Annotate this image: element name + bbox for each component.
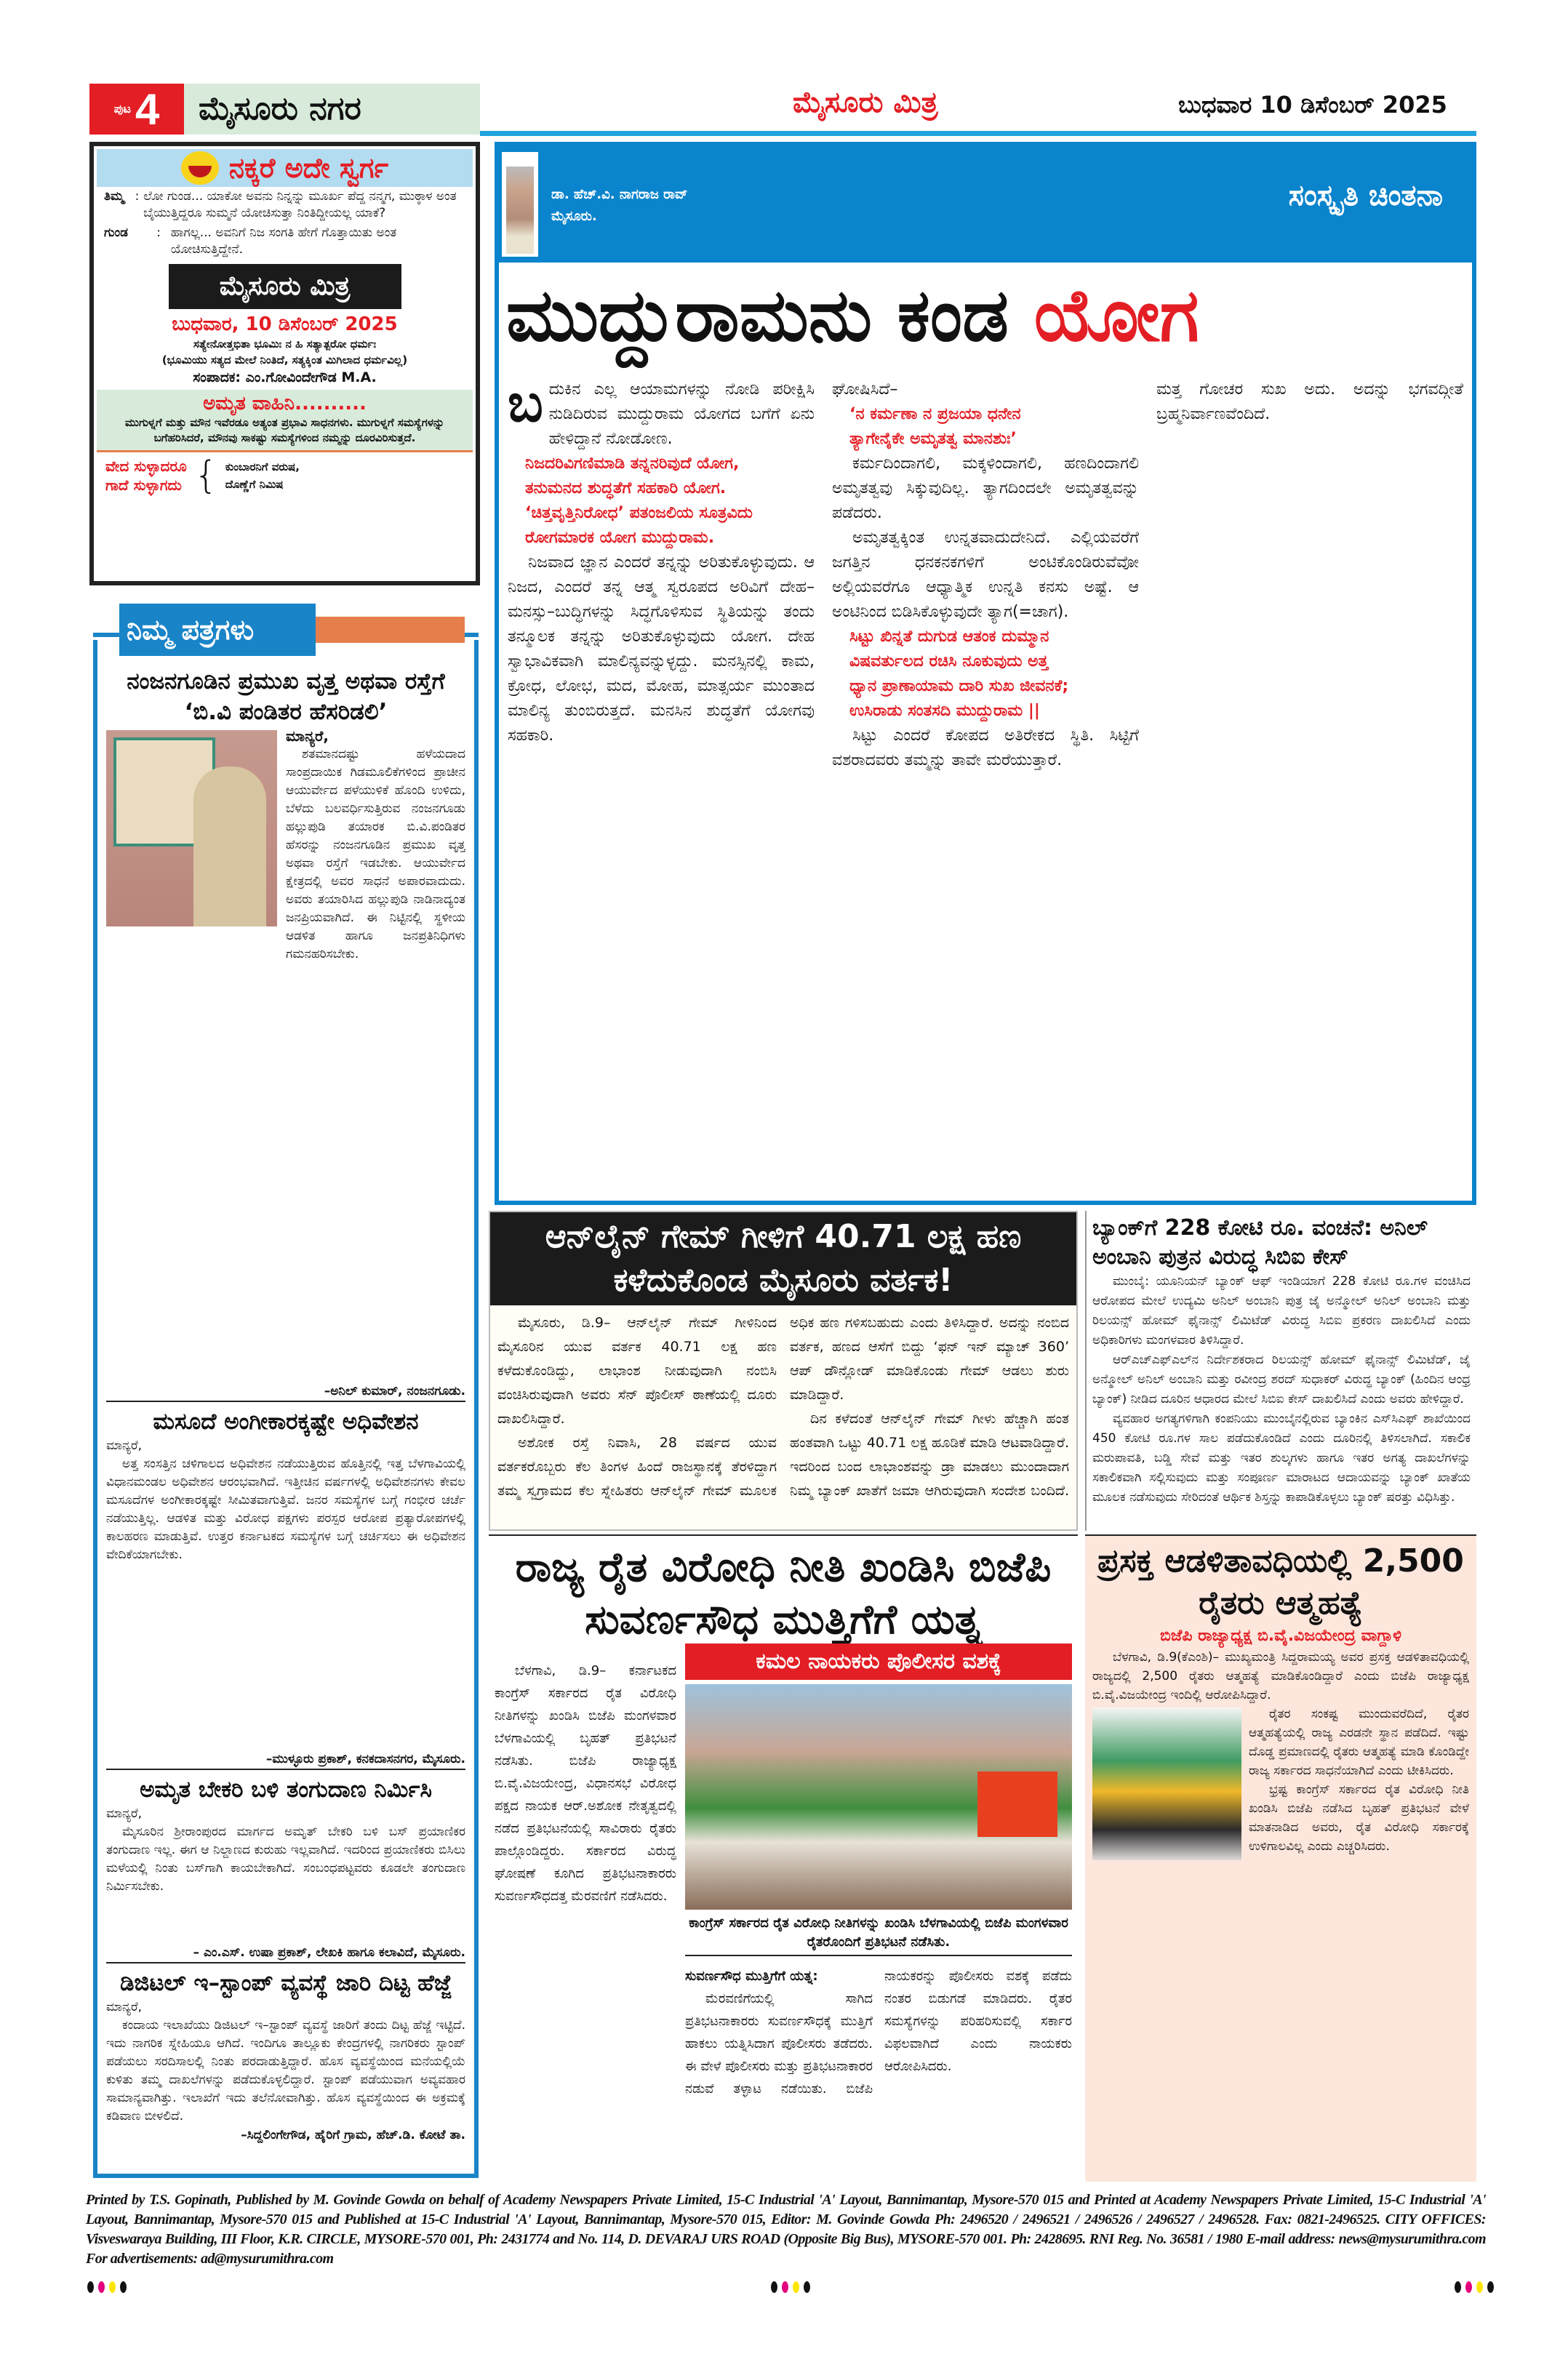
paragraph: ಘೋಷಿಸಿದೆ– [832, 380, 898, 399]
speaker: ಗುಂಡ [104, 225, 128, 240]
proverb-right: ದೊಣ್ಣೆಗೆ ನಿಮಿಷ [225, 478, 284, 491]
protest-banner: ಕಮಲ ನಾಯಕರು ಪೊಲೀಸರ ವಶಕ್ಕೆ [685, 1644, 1072, 1680]
paragraph: ಕರ್ಮದಿಂದಾಗಲಿ, ಮಕ್ಕಳಿಂದಾಗಲಿ, ಹಣದಿಂದಾಗಲಿ ಅಮೃತತ್ವವು ಸಿಕ್ಕುವುದಿಲ್ಲ. ತ್ಯಾಗದಿಂದಲೇ ಅಮೃತತ್ವವನ್ನು ಪಡೆದರು. [832, 455, 1139, 522]
letter-title: ನಂಜನಗೂಡಿನ ಪ್ರಮುಖ ವೃತ್ತ ಅಥವಾ ರಸ್ತೆಗೆ ‘ಬಿ.ವಿ ಪಂಡಿತರ ಹೆಸರಿಡಲಿ’ [127, 668, 445, 725]
quote-text: ಮುಗುಳ್ನಗೆ ಮತ್ತು ಮೌನ ಇವೆರಡೂ ಅತ್ಯಂತ ಪ್ರಭಾವಿ ಸಾಧನಗಳು. ಮುಗುಳ್ನಗೆ ಸಮಸ್ಯೆಗಳನ್ನು ಬಗೆಹರಿಸಿದರೆ, ಮೌನವು ಸಾಕಷ್ಟು ಸಮಸ್ಯೆಗಳಿಂದ ನಮ್ಮನ್ನು ದೂರವಿರಿಸುತ್ತದೆ. [124, 416, 445, 444]
brand-logo: ಮೈಸೂರು ಮಿತ್ರ [793, 86, 938, 119]
paragraph: ಮತ್ತ ಗೋಚರ ಸುಖ ಅದು. ಅದನ್ನು ಭಗವದ್ಗೀತೆ ಬ್ರಹ್ಮನಿರ್ವಾಣವೆಂದಿದೆ. [1156, 380, 1463, 423]
author-photo [502, 152, 538, 257]
header-divider [480, 131, 1476, 136]
protest-article [489, 1534, 1078, 2182]
letter-body: ಮೈಸೂರಿನ ಶ್ರೀರಾಂಪುರದ ಮಾರ್ಗದ ಅಮೃತ್ ಬೇಕರಿ ಬಳಿ ಬಸ್ ಪ್ರಯಾಣಿಕರ ತಂಗುದಾಣ ಇಲ್ಲ. ಈಗ ಆ ನಿಲ್ದಾಣದ ಕುರುಹು ಇಲ್ಲವಾಗಿದೆ. ಇದರಿಂದ ಪ್ರಯಾಣಿಕರು ಬಿಸಿಲು ಮಳೆಯಲ್ಲಿ ನಿಂತು ಬಸ್‌ಗಾಗಿ ಕಾಯಬೇಕಾಗಿದೆ. ಸಂಬಂಧಪಟ್ಟವರು ಕೂಡಲೇ ತಂಗುದಾಣ ನಿರ್ಮಿಸಬೇಕು. [106, 1825, 465, 1894]
farmer-suicide-article [1085, 1534, 1476, 2182]
letter-body: ಕಂದಾಯ ಇಲಾಖೆಯು ಡಿಜಿಟಲ್ ಇ–ಸ್ಟಾಂಪ್ ವ್ಯವಸ್ಥೆ ಜಾರಿಗೆ ತಂದು ದಿಟ್ಟ ಹೆಜ್ಜೆ ಇಟ್ಟಿದೆ. ಇದು ನಾಗರಿಕ ಸ್ನೇಹಿಯೂ ಆಗಿದೆ. ಇಂದಿಗೂ ತಾಲ್ಲೂಕು ಕೇಂದ್ರಗಳಲ್ಲಿ ನಾಗರಿಕರು ಸ್ಟಾಂಪ್ ಪಡೆಯಲು ಸರದಿಸಾಲಲ್ಲಿ ನಿಂತು ಪರದಾಡುತ್ತಿದ್ದಾರೆ. ಹೊಸ ವ್ಯವಸ್ಥೆಯಿಂದ ಮನೆಯಲ್ಲಿಯೆ ಕುಳಿತು ತಮ್ಮ ದಾಖಲೆಗಳನ್ನು ಪಡೆದುಕೊಳ್ಳಲಿದ್ದಾರೆ. ಸ್ಟಾಂಪ್ ಪಡೆಯುವಾಗ ಅವ್ಯವಹಾರ ಸಾಮಾನ್ಯವಾಗಿತ್ತು. ಇಲಾಖೆಗೆ ಇದು ತಲೆನೋವಾಗಿತ್ತು. ಹೊಸ ವ್ಯವಸ್ಥೆಯಿಂದ ಈ ಅಕ್ರಮಕ್ಕೆ ಕಡಿವಾಣ ಬೀಳಲಿದೆ. [106, 2018, 465, 2123]
paragraph: ರೈತರ ಸಂಕಷ್ಟ ಮುಂದುವರೆದಿದೆ, ರೈತರ ಆತ್ಮಹತ್ಯೆಯಲ್ಲಿ ರಾಜ್ಯ ಎರಡನೇ ಸ್ಥಾನ ಪಡೆದಿದೆ. ಇಷ್ಟು ದೊಡ್ಡ ಪ್ರಮಾಣದಲ್ಲಿ ರೈತರು ಆತ್ಮಹತ್ಯೆ ಮಾಡಿ ಕೊಂಡಿದ್ದೇ ರಾಜ್ಯ ಸರ್ಕಾರದ ಸಾಧನೆಯಾಗಿದೆ ಎಂದು ಟೀಕಿಸಿದರು. [1249, 1707, 1469, 1778]
letter-signature: – ಎಂ.ಎಸ್. ಉಷಾ ಪ್ರಕಾಶ್, ಲೇಖಕಿ ಹಾಗೂ ಕಲಾವಿದೆ, ಮೈಸೂರು. [106, 1943, 465, 1963]
section-title: ಮೈಸೂರು ನಗರ [184, 84, 480, 135]
letter-photo [106, 730, 277, 926]
page-label: ಪುಟ [113, 102, 132, 116]
letters-tag-accent [316, 617, 465, 643]
letter-title: ಅಮೃತ ಬೇಕರಿ ಬಳಿ ತಂಗುದಾಣ ನಿರ್ಮಿಸಿ [140, 1777, 432, 1803]
protest-photo [685, 1684, 1072, 1910]
feature-article [495, 142, 1476, 1205]
suicide-headline: ಪ್ರಸಕ್ತ ಆಡಳಿತಾವಧಿಯಲ್ಲಿ 2,500 ರೈತರು ಆತ್ಮಹತ್ಯೆ [1097, 1542, 1464, 1622]
paragraph: ಮುಂಬೈ: ಯೂನಿಯನ್ ಬ್ಯಾಂಕ್ ಆಫ್ ಇಂಡಿಯಾಗೆ 228 ಕೋಟಿ ರೂ.ಗಳ ವಂಚಿಸಿದ ಆರೋಪದ ಮೇಲೆ ಉದ್ಯಮಿ ಅನಿಲ್ ಅಂಬಾನಿ ಪುತ್ರ ಜೈ ಅನ್ಮೋಲ್ ಅನಿಲ್ ಅಂಬಾನಿ ಮತ್ತು ರಿಲಯನ್ಸ್ ಹೋಮ್ ಫೈನಾನ್ಸ್ ಲಿಮಿಟೆಡ್ ವಿರುದ್ಧ ಸಿಬಿಐ ಪ್ರಕರಣ ದಾಖಲಿಸಿದೆ ಎಂದು ಅಧಿಕಾರಿಗಳು ಮಂಗಳವಾರ ತಿಳಿಸಿದ್ದಾರೆ. [1092, 1274, 1471, 1348]
column-name: ಸಂಸ್ಕೃತಿ ಚಿಂತನಾ [1288, 179, 1443, 212]
motto-meaning: (ಭೂಮಿಯು ಸತ್ಯದ ಮೇಲೆ ನಿಂತಿದೆ, ಸತ್ಯಕ್ಕಿಂತ ಮಿಗಿಲಾದ ಧರ್ಮವಿಲ್ಲ) [161, 353, 408, 367]
feature-headline [499, 263, 1472, 372]
paragraph: ಅಮೃತತ್ವಕ್ಕಿಂತ ಉನ್ನತವಾದುದೇನಿದೆ. ಎಲ್ಲಿಯವರೆಗೆ ಜಗತ್ತಿನ ಧನಕನಕಗಳಿಗೆ ಅಂಟಿಕೊಂಡಿರುವೆವೋ ಅಲ್ಲಿಯವರೆಗೂ ಆಧ್ಯಾತ್ಮಿಕ ಉನ್ನತಿ ಕನಸು ಅಷ್ಟೆ. ಆ ಅಂಟಿನಿಂದ ಬಿಡಿಸಿಕೊಳ್ಳುವುದೇ ತ್ಯಾಗ(=ಚಾಗ). [832, 529, 1139, 621]
masthead-logo: ಮೈಸೂರು ಮಿತ್ರ [169, 264, 401, 309]
letter-signature: –ಮುಳ್ಳೂರು ಪ್ರಕಾಶ್, ಕನಕದಾಸನಗರ, ಮೈಸೂರು. [106, 1750, 465, 1770]
paragraph: ಮೈಸೂರು, ಡಿ.9– ಆನ್‌ಲೈನ್ ಗೇಮ್ ಗೀಳಿನಿಂದ ಮೈಸೂರಿನ ಯುವ ವರ್ತಕ 40.71 ಲಕ್ಷ ಹಣ ಕಳೆದುಕೊಂಡಿದ್ದು, ಲಾಭಾಂಶ ನೀಡುವುದಾಗಿ ನಂಬಿಸಿ ವಂಚಿಸಿರುವುದಾಗಿ ಅವರು ಸೆನ್ ಪೊಲೀಸ್ ಠಾಣೆಯಲ್ಲಿ ದೂರು ದಾಖಲಿಸಿದ್ದಾರೆ. [497, 1315, 777, 1427]
dialogue-line: ಗುಂಡ : ಹಾಗಲ್ಲ... ಅವನಿಗೆ ನಿಜ ಸಂಗತಿ ಹೇಗೆ ಗೊತ್ತಾಯಿತು ಅಂತ ಯೋಚಿಸುತ್ತಿದ್ದೇನೆ. [97, 223, 473, 260]
author-place: ಮೈಸೂರು. [551, 209, 597, 224]
proverb-left: ವೇದ ಸುಳ್ಳಾದರೂ [105, 457, 187, 475]
game-body [490, 1305, 1076, 1529]
proverb-right: ಕುಂಬಾರನಿಗೆ ವರುಷ, [225, 460, 300, 473]
speech: ಲೋ ಗುಂಡ... ಯಾಕೋ ಅವನು ನಿನ್ನನ್ನು ಮೂರ್ಖ ಪೆದ್ದ ನನ್ಮಗ, ಮುಠ್ಠಾಳ ಅಂತ ಬೈಯುತ್ತಿದ್ದರೂ ಸುಮ್ಮನೆ ಯೋಚಿಸುತ್ತಾ ನಿಂತಿದ್ದೀಯಲ್ಲ ಯಾಕೆ? [143, 189, 457, 220]
joke-title: ನಕ್ಕರೆ ಅದೇ ಸ್ವರ್ಗ [228, 151, 389, 184]
paragraph: ದಿನ ಕಳೆದಂತೆ ಆನ್‌ಲೈನ್ ಗೇಮ್ ಗೀಳು ಹೆಚ್ಚಾಗಿ ಹಂತ ಹಂತವಾಗಿ ಒಟ್ಟು 40.71 ಲಕ್ಷ ಹೂಡಿಕೆ ಮಾಡಿ ಆಟವಾಡಿದ್ದಾರೆ. ಇದರಿಂದ ಬಂದ ಲಾಭಾಂಶವನ್ನು ಡ್ರಾ ಮಾಡಲು ಮುಂದಾದಾಗ ನಿಮ್ಮ ಬ್ಯಾಂಕ್ ಖಾತೆಗೆ ಜಮಾ ಆಗಿರುವುದಾಗಿ ಸಂದೇಶ ಬಂದಿದೆ. [790, 1411, 1069, 1499]
paragraph: ವ್ಯವಹಾರ ಅಗತ್ಯಗಳಿಗಾಗಿ ಕಂಪನಿಯು ಮುಂಬೈನಲ್ಲಿರುವ ಬ್ಯಾಂಕಿನ ಎಸ್‌ಸಿಎಫ್ ಶಾಖೆಯಿಂದ 450 ಕೋಟಿ ರೂ.ಗಳ ಸಾಲ ಪಡೆದುಕೊಂಡಿದೆ ಎಂದು ದೂರಿನಲ್ಲಿ ತಿಳಿಸಲಾಗಿದೆ. ಸಕಾಲಿಕ ಮರುಪಾವತಿ, ಬಡ್ಡಿ ಸೇವೆ ಮತ್ತು ಇತರ ಶುಲ್ಕಗಳು ಹಾಗೂ ಇತರ ಅಗತ್ಯ ದಾಖಲೆಗಳನ್ನು ಸಕಾಲಿಕವಾಗಿ ಸಲ್ಲಿಸುವುದು ಮತ್ತು ಸಂಪೂರ್ಣ ಮಾರಾಟದ ಆದಾಯವನ್ನು ಬ್ಯಾಂಕ್ ಖಾತೆಯ ಮೂಲಕ ನಡೆಸುವುದು ಸೇರಿದಂತೆ ಆರ್ಥಿಕ ಶಿಸ್ತನ್ನು ಕಾಪಾಡಿಕೊಳ್ಳಲು ಬ್ಯಾಂಕ್ ಷರತ್ತು ವಿಧಿಸಿತ್ತು. [1092, 1412, 1471, 1505]
bank-body [1092, 1272, 1471, 1508]
paragraph: ಅಶೋಕ ರಸ್ತೆ ನಿವಾಸಿ, 28 ವರ್ಷದ ಯುವ ವರ್ತಕರೊಬ್ಬರು ಕೆಲ ತಿಂಗಳ ಹಿಂದೆ ರಾಜಸ್ಥಾನಕ್ಕೆ ತೆರಳಿದ್ದಾಗ ತಮ್ಮ ಸ್ವಗ್ರಾಮದ ಕೆಲ ಸ್ನೇಹಿತರು ಆನ್‌ಲೈನ್ ಗೇಮ್ ಮೂಲಕ ಅಧಿಕ ಹಣ ಗಳಿಸಬಹುದು ಎಂದು ತಿಳಿಸಿದ್ದಾರೆ. ಅದನ್ನು ನಂಬಿದ ವರ್ತಕ, ಹಣದ ಆಸೆಗೆ ಬಿದ್ದು ‘ಫನ್ ಇನ್ ಮ್ಯಾಚ್ 360’ ಆಪ್ ಡೌನ್ಲೋಡ್ ಮಾಡಿಕೊಂಡು ಗೇಮ್ ಆಡಲು ಶುರು ಮಾಡಿದ್ದಾರೆ. [497, 1315, 1069, 1499]
editor-line: ಸಂಪಾದಕ: ಎಂ.ಗೋವಿಂದೇಗೌಡ M.A. [193, 369, 377, 385]
paragraph: ದುಕಿನ ಎಲ್ಲ ಆಯಾಮಗಳನ್ನು ನೋಡಿ ಪರೀಕ್ಷಿಸಿ ನುಡಿದಿರುವ ಮುದ್ದುರಾಮ ಯೋಗದ ಬಗೆಗೆ ಏನು ಹೇಳಿದ್ದಾನೆ ನೋಡೋಣ. [548, 380, 815, 448]
salutation: ಮಾನ್ಯರೆ, [286, 727, 329, 745]
speaker: ತಿಮ್ಮ [104, 189, 124, 204]
letter-signature: –ಸಿದ್ದಲಿಂಗೇಗೌಡ, ಹೈರಿಗೆ ಗ್ರಾಮ, ಹೆಚ್.ಡಿ. ಕೋಟೆ ತಾ. [241, 2128, 465, 2142]
paragraph: ಆರ್‌ಎಚ್‌ಎಫ್‌ಎಲ್‌ನ ನಿರ್ದೇಶಕರಾದ ರಿಲಯನ್ಸ್ ಹೋಮ್ ಫೈನಾನ್ಸ್ ಲಿಮಿಟೆಡ್, ಜೈ ಅನ್ಮೋಲ್ ಅನಿಲ್ ಅಂಬಾನಿ ಮತ್ತು ರವೀಂದ್ರ ಶರದ್ ಸುಧಾಕರ್ ವಿರುದ್ಧ ಬ್ಯಾಂಕ್ (ಹಿಂದಿನ ಆಂಧ್ರ ಬ್ಯಾಂಕ್) ನೀಡಿದ ದೂರಿನ ಆಧಾರದ ಮೇಲೆ ಸಿಬಿಐ ಕೇಸ್ ದಾಖಲಿಸಿದೆ ಎಂದು ಅವರು ಹೇಳಿದ್ದಾರೆ. [1092, 1353, 1471, 1406]
letter-title: ಡಿಜಿಟಲ್ ಇ–ಸ್ಟಾಂಪ್ ವ್ಯವಸ್ಥೆ ಜಾರಿ ದಿಟ್ಟ ಹೆಜ್ಜೆ [119, 1970, 452, 1996]
protest-body [495, 1660, 676, 2176]
letters-section [93, 640, 479, 2178]
joke-banner [97, 149, 473, 187]
subheading: ಸುವರ್ಣಸೌಧ ಮುತ್ತಿಗೆಗೆ ಯತ್ನ: [685, 1969, 818, 1984]
motto: ಸತ್ಯೇನೋತ್ತಭಿತಾ ಭೂಮಿಃ ನ ಹಿ ಸತ್ಯಾತ್ಪರೋ ಧರ್ಮಃ [193, 337, 377, 351]
letters-tag: ನಿಮ್ಮ ಪತ್ರಗಳು [119, 604, 316, 656]
proverb-left: ಗಾದೆ ಸುಳ್ಳಾಗದು [105, 476, 182, 494]
paragraph: ಬೆಳಗಾವಿ, ಡಿ.9(ಕೆಎಂಶಿ)– ಮುಖ್ಯಮಂತ್ರಿ ಸಿದ್ದರಾಮಯ್ಯ ಅವರ ಪ್ರಸಕ್ತ ಆಡಳಿತಾವಧಿಯಲ್ಲಿ ರಾಜ್ಯದಲ್ಲಿ 2,500 ರೈತರು ಆತ್ಮಹತ್ಯೆ ಮಾಡಿಕೊಂಡಿದ್ದಾರೆ ಎಂದು ಬಿಜೆಪಿ ರಾಜ್ಯಾಧ್ಯಕ್ಷ ಬಿ.ವೈ.ವಿಜಯೇಂದ್ರ ಇಂದಿಲ್ಲಿ ಆರೋಪಿಸಿದ್ದಾರೆ. [1092, 1650, 1469, 1702]
page-number: 4 [135, 84, 160, 134]
letter [106, 1774, 465, 1963]
photo-caption: ಕಾಂಗ್ರೆಸ್ ಸರ್ಕಾರದ ರೈತ ವಿರೋಧಿ ನೀತಿಗಳನ್ನು ಖಂಡಿಸಿ ಬೆಳಗಾವಿಯಲ್ಲಿ ಬಿಜೆಪಿ ಮಂಗಳವಾರ ರೈತರೊಂದಿಗೆ ಪ್ರತಿಭಟನೆ ನಡೆಸಿತು. [685, 1914, 1072, 1956]
headline-red: ಯೋಗ [1033, 273, 1199, 358]
feature-header [499, 146, 1472, 263]
headline-black: ಮುದ್ದುರಾಮನು ಕಂಡ [506, 273, 1009, 358]
game-article [489, 1211, 1078, 1531]
bank-article [1085, 1211, 1476, 1531]
masthead-box [89, 142, 480, 585]
masthead-date: ಬುಧವಾರ, 10 ಡಿಸೆಂಬರ್ 2025 [172, 313, 398, 335]
issue-date: ಬುಧವಾರ 10 ಡಿಸೆಂಬರ್ 2025 [1178, 91, 1447, 119]
suicide-subhead: ಬಿಜೆಪಿ ರಾಜ್ಯಾಧ್ಯಕ್ಷ ಬಿ.ವೈ.ವಿಜಯೇಂದ್ರ ವಾಗ್ದಾಳಿ [1159, 1627, 1402, 1645]
salutation: ಮಾನ್ಯರೆ, [106, 2000, 143, 2014]
letter-signature: –ಅನಿಲ್ ಕುಮಾರ್, ನಂಜನಗೂಡು. [106, 1382, 465, 1402]
salutation: ಮಾನ್ಯರೆ, [106, 1438, 143, 1453]
quote-title: ಅಮೃತ ವಾಹಿನಿ.......... [203, 393, 367, 415]
game-headline: ಆನ್‌ಲೈನ್ ಗೇಮ್ ಗೀಳಿಗೆ 40.71 ಲಕ್ಷ ಹಣ ಕಳೆದುಕೊಂಡ ಮೈಸೂರು ವರ್ತಕ! [490, 1212, 1076, 1305]
feature-body [508, 377, 1463, 1199]
letter-body: ಅತ್ತ ಸಂಸತ್ತಿನ ಚಳಿಗಾಲದ ಅಧಿವೇಶನ ನಡೆಯುತ್ತಿರುವ ಹೊತ್ತಿನಲ್ಲಿ ಇತ್ತ ಬೆಳಗಾವಿಯಲ್ಲಿ ವಿಧಾನಮಂಡಲ ಅಧಿವೇಶನ ಆರಂಭವಾಗಿದೆ. ಇತ್ತೀಚಿನ ವರ್ಷಗಳಲ್ಲಿ ಅಧಿವೇಶನಗಳು ಕೇವಲ ಮಸೂದೆಗಳ ಅಂಗೀಕಾರಕ್ಕಷ್ಟೇ ಸೀಮಿತವಾಗುತ್ತಿವೆ. ಜನರ ಸಮಸ್ಯೆಗಳ ಬಗ್ಗೆ ಗಂಭೀರ ಚರ್ಚೆ ನಡೆಯುತ್ತಿಲ್ಲ. ಆಡಳಿತ ಮತ್ತು ವಿರೋಧ ಪಕ್ಷಗಳು ಪರಸ್ಪರ ಆರೋಪ ಪ್ರತ್ಯಾರೋಪಗಳಲ್ಲಿ ಕಾಲಹರಣ ಮಾಡುತ್ತಿವೆ. ಉತ್ತರ ಕರ್ನಾಟಕದ ಸಮಸ್ಯೆಗಳ ಬಗ್ಗೆ ಚರ್ಚಿಸಲು ಈ ಅಧಿವೇಶನ ವೇದಿಕೆಯಾಗಬೇಕು. [106, 1457, 465, 1562]
paragraph: ಮೆರವಣಿಗೆಯಲ್ಲಿ ಸಾಗಿದ ಪ್ರತಿಭಟನಾಕಾರರು ಸುವರ್ಣಸೌಧಕ್ಕೆ ಮುತ್ತಿಗೆ ಹಾಕಲು ಯತ್ನಿಸಿದಾಗ ಪೊಲೀಸರು ತಡೆದರು. ಈ ವೇಳೆ ಪೊಲೀಸರು ಮತ್ತು ಪ್ರತಿಭಟನಾಕಾರರ ನಡುವೆ ತಳ್ಳಾಟ ನಡೆಯಿತು. ಬಿಜೆಪಿ ನಾಯಕರನ್ನು ಪೊಲೀಸರು ವಶಕ್ಕೆ ಪಡೆದು ನಂತರ ಬಿಡುಗಡೆ ಮಾಡಿದರು. ರೈತರ ಸಮಸ್ಯೆಗಳನ್ನು ಪರಿಹರಿಸುವಲ್ಲಿ ಸರ್ಕಾರ ವಿಫಲವಾಗಿದೆ ಎಂದು ನಾಯಕರು ಆರೋಪಿಸಿದರು. [685, 1969, 1072, 2097]
paragraph: ಬೆಳಗಾವಿ, ಡಿ.9– ಕರ್ನಾಟಕದ ಕಾಂಗ್ರೆಸ್ ಸರ್ಕಾರದ ರೈತ ವಿರೋಧಿ ನೀತಿಗಳನ್ನು ಖಂಡಿಸಿ ಬಿಜೆಪಿ ಮಂಗಳವಾರ ಬೆಳಗಾವಿಯಲ್ಲಿ ಬೃಹತ್ ಪ್ರತಿಭಟನೆ ನಡೆಸಿತು. ಬಿಜೆಪಿ ರಾಜ್ಯಾಧ್ಯಕ್ಷ ಬಿ.ವೈ.ವಿಜಯೇಂದ್ರ, ವಿಧಾನಸಭೆ ವಿರೋಧ ಪಕ್ಷದ ನಾಯಕ ಆರ್.ಅಶೋಕ ನೇತೃತ್ವದಲ್ಲಿ ನಡೆದ ಪ್ರತಿಭಟನೆಯಲ್ಲಿ ಸಾವಿರಾರು ರೈತರು ಪಾಲ್ಗೊಂಡಿದ್ದರು. ಸರ್ಕಾರದ ವಿರುದ್ಧ ಘೋಷಣೆ ಕೂಗಿದ ಪ್ರತಿಭಟನಾಕಾರರು ಸುವರ್ಣಸೌಧದತ್ತ ಮೆರವಣಿಗೆ ನಡೆಸಿದರು. [495, 1663, 676, 1904]
registration-marks [771, 2281, 810, 2293]
drop-cap: ಬ [508, 377, 543, 433]
paragraph: ಸಿಟ್ಟು ಎಂದರೆ ಕೋಪದ ಅತಿರೇಕದ ಸ್ಥಿತಿ. ಸಿಟ್ಟಿಗೆ ವಶರಾದವರು ತಮ್ಮನ್ನು ತಾವೇ ಮರೆಯುತ್ತಾರೆ. [832, 726, 1139, 769]
registration-marks [87, 2281, 127, 2293]
imprint-footer: Printed by T.S. Gopinath, Published by M. Govinde Gowda on behalf of Academy Newspapers Private Limited, 15-C Industrial 'A' Layout, Bannimantap, Mysore-570 015 and Printed at Academy Newspapers Private Limited, 15-C Industrial 'A' Layout, Bannimantap, Mysore-570 015 and Published at 15-C Industrial 'A' Layout, Bannimantap, Mysore-570 015, Editor: M. Govinde Gowda Ph: 2496520 / 2496521 / 2496526 / 2496527 / 2496528. Fax: 0821-2496525. CITY OFFICES: Visveswaraya Building, III Floor, K.R. CIRCLE, MYSORE-570 001, Ph: 2431774 and No. 114, D. DEVARAJ URS ROAD (Opposite Big Bus), MYSORE-570 001. Ph: 2428695. RNI Reg. No. 36581 / 1980 E-mail address: news@mysurumithra.com For advertisements: ad@mysurumithra.com [86, 2192, 1486, 2267]
protest-body-continued [685, 1965, 1072, 2176]
proverb [97, 452, 473, 499]
registration-marks [1455, 2281, 1494, 2293]
speech: ಹಾಗಲ್ಲ... ಅವನಿಗೆ ನಿಜ ಸಂಗತಿ ಹೇಗೆ ಗೊತ್ತಾಯಿತು ಅಂತ ಯೋಚಿಸುತ್ತಿದ್ದೇನೆ. [170, 225, 397, 257]
rally-photo [1092, 1708, 1241, 1860]
verse: ‘ನ ಕರ್ಮಣಾ ನ ಪ್ರಜಯಾ ಧನೇನ ತ್ಯಾಗೇನೈಕೇ ಅಮೃತತ್ವ ಮಾನಶುಃ’ [849, 405, 1021, 448]
letter-title: ಮಸೂದೆ ಅಂಗೀಕಾರಕ್ಕಷ್ಟೇ ಅಧಿವೇಶನ [153, 1409, 419, 1435]
dialogue-line: ತಿಮ್ಮ : ಲೋ ಗುಂಡ... ಯಾಕೋ ಅವನು ನಿನ್ನನ್ನು ಮೂರ್ಖ ಪೆದ್ದ ನನ್ಮಗ, ಮುಠ್ಠಾಳ ಅಂತ ಬೈಯುತ್ತಿದ್ದರೂ ಸುಮ್ಮನೆ ಯೋಚಿಸುತ್ತಾ ನಿಂತಿದ್ದೀಯಲ್ಲ ಯಾಕೆ? [97, 187, 473, 223]
letter-body: ಶತಮಾನದಷ್ಟು ಹಳೆಯದಾದ ಸಾಂಪ್ರದಾಯಿಕ ಗಿಡಮೂಲಿಕೆಗಳಿಂದ ಪ್ರಾಚೀನ ಆಯುರ್ವೇದ ಪಳೆಯುಳಿಕೆ ಹೊಂದಿ ಉಳಿದು, ಬೆಳೆದು ಬಲವರ್ಧಿಸುತ್ತಿರುವ ನಂಜನಗೂಡು ಹಲ್ಲುಪುಡಿ ತಯಾರಕ ಬಿ.ವಿ.ಪಂಡಿತರ ಹೆಸರನ್ನು ನಂಜನಗೂಡಿನ ಪ್ರಮುಖ ವೃತ್ತ ಅಥವಾ ರಸ್ತೆಗೆ ಇಡಬೇಕು. ಆಯುರ್ವೇದ ಕ್ಷೇತ್ರದಲ್ಲಿ ಅವರ ಸಾಧನೆ ಅಪಾರವಾದುದು. ಅವರು ತಯಾರಿಸಿದ ಹಲ್ಲುಪುಡಿ ನಾಡಿನಾದ್ಯಂತ ಜನಪ್ರಿಯವಾಗಿದೆ. ಈ ನಿಟ್ಟಿನಲ್ಲಿ ಸ್ಥಳೀಯ ಆಡಳಿತ ಹಾಗೂ ಜನಪ್ರತಿನಿಧಿಗಳು ಗಮನಹರಿಸಬೇಕು. [286, 747, 465, 961]
suicide-body [1092, 1648, 1469, 1856]
paragraph: ಭ್ರಷ್ಟ ಕಾಂಗ್ರೆಸ್ ಸರ್ಕಾರದ ರೈತ ವಿರೋಧಿ ನೀತಿ ಖಂಡಿಸಿ ಬಿಜೆಪಿ ನಡೆಸಿದ ಬೃಹತ್ ಪ್ರತಿಭಟನೆ ವೇಳೆ ಮಾತನಾಡಿದ ಅವರು, ರೈತ ವಿರೋಧಿ ಸರ್ಕಾರಕ್ಕೆ ಉಳಿಗಾಲವಿಲ್ಲ ಎಂದು ಎಚ್ಚರಿಸಿದರು. [1249, 1782, 1469, 1854]
letter [106, 1406, 465, 1770]
letter [106, 1968, 465, 2145]
verse: ಸಿಟ್ಟು ಖಿನ್ನತೆ ದುಗುಡ ಆತಂಕ ದುಮ್ಮಾನ ವಿಷವರ್ತುಲದ ರಚಿಸಿ ನೂಕುವುದು ಅತ್ತ ಧ್ಯಾನ ಪ್ರಾಣಾಯಾಮ ದಾರಿ ಸುಖ ಜೀವನಕೆ; ಉಸಿರಾಡು ಸಂತಸದಿ ಮುದ್ದುರಾಮ || [849, 628, 1069, 720]
verse: ನಿಜದರಿವಿಗಣಿಮಾಡಿ ತನ್ನನರಿವುದೆ ಯೋಗ, ತನುಮನದ ಶುದ್ಧತೆಗೆ ಸಹಕಾರಿ ಯೋಗ. ‘ಚಿತ್ತವೃತ್ತಿನಿರೋಧ’ ಪತಂಜಲಿಯ ಸೂತ್ರವಿದು ರೋಗಮಾರಕ ಯೋಗ ಮುದ್ದುರಾಮ. [525, 455, 753, 547]
protest-headline: ರಾಜ್ಯ ರೈತ ವಿರೋಧಿ ನೀತಿ ಖಂಡಿಸಿ ಬಿಜೆಪಿ ಸುವರ್ಣಸೌಧ ಮುತ್ತಿಗೆಗೆ ಯತ್ನ [515, 1544, 1052, 1644]
salutation: ಮಾನ್ಯರೆ, [106, 1806, 143, 1821]
author-name: ಡಾ. ಹೆಚ್.ವಿ. ನಾಗರಾಜ ರಾವ್ [551, 187, 688, 202]
quote-box [97, 390, 473, 452]
laughing-face-icon [181, 151, 219, 185]
brace: { [193, 454, 218, 497]
paragraph: ನಿಜವಾದ ಜ್ಞಾನ ಎಂದರೆ ತನ್ನನ್ನು ಅರಿತುಕೊಳ್ಳುವುದು. ಆ ನಿಜದ, ಎಂದರೆ ತನ್ನ ಆತ್ಮ ಸ್ವರೂಪದ ಅರಿವಿಗೆ ದೇಹ–ಮನಸ್ಸು–ಬುದ್ಧಿಗಳನ್ನು ಸಿದ್ಧಗೊಳಿಸುವ ಸ್ಥಿತಿಯನ್ನು ತಂದು ತನ್ಮೂಲಕ ತನ್ನನ್ನು ಅರಿತುಕೊಳ್ಳುವುದು ಯೋಗ. ದೇಹ ಸ್ವಾಭಾವಿಕವಾಗಿ ಮಾಲಿನ್ಯವನ್ನುಳ್ಳದ್ದು. ಮನಸ್ಸಿನಲ್ಲಿ ಕಾಮ, ಕ್ರೋಧ, ಲೋಭ, ಮದ, ಮೋಹ, ಮಾತ್ಸರ್ಯ ಮುಂತಾದ ಮಾಲಿನ್ಯ ತುಂಬಿರುತ್ತದೆ. ಮನಸಿನ ಶುದ್ಧತೆಗೆ ಯೋಗವು ಸಹಕಾರಿ. [508, 553, 815, 745]
page-number-tag [89, 84, 184, 135]
letter [106, 666, 465, 1402]
bank-headline: ಬ್ಯಾಂಕ್‌ಗೆ 228 ಕೋಟಿ ರೂ. ವಂಚನೆ: ಅನಿಲ್ ಅಂಬಾನಿ ಪುತ್ರನ ವಿರುದ್ಧ ಸಿಬಿಐ ಕೇಸ್ [1092, 1215, 1428, 1270]
author-byline [551, 184, 687, 228]
